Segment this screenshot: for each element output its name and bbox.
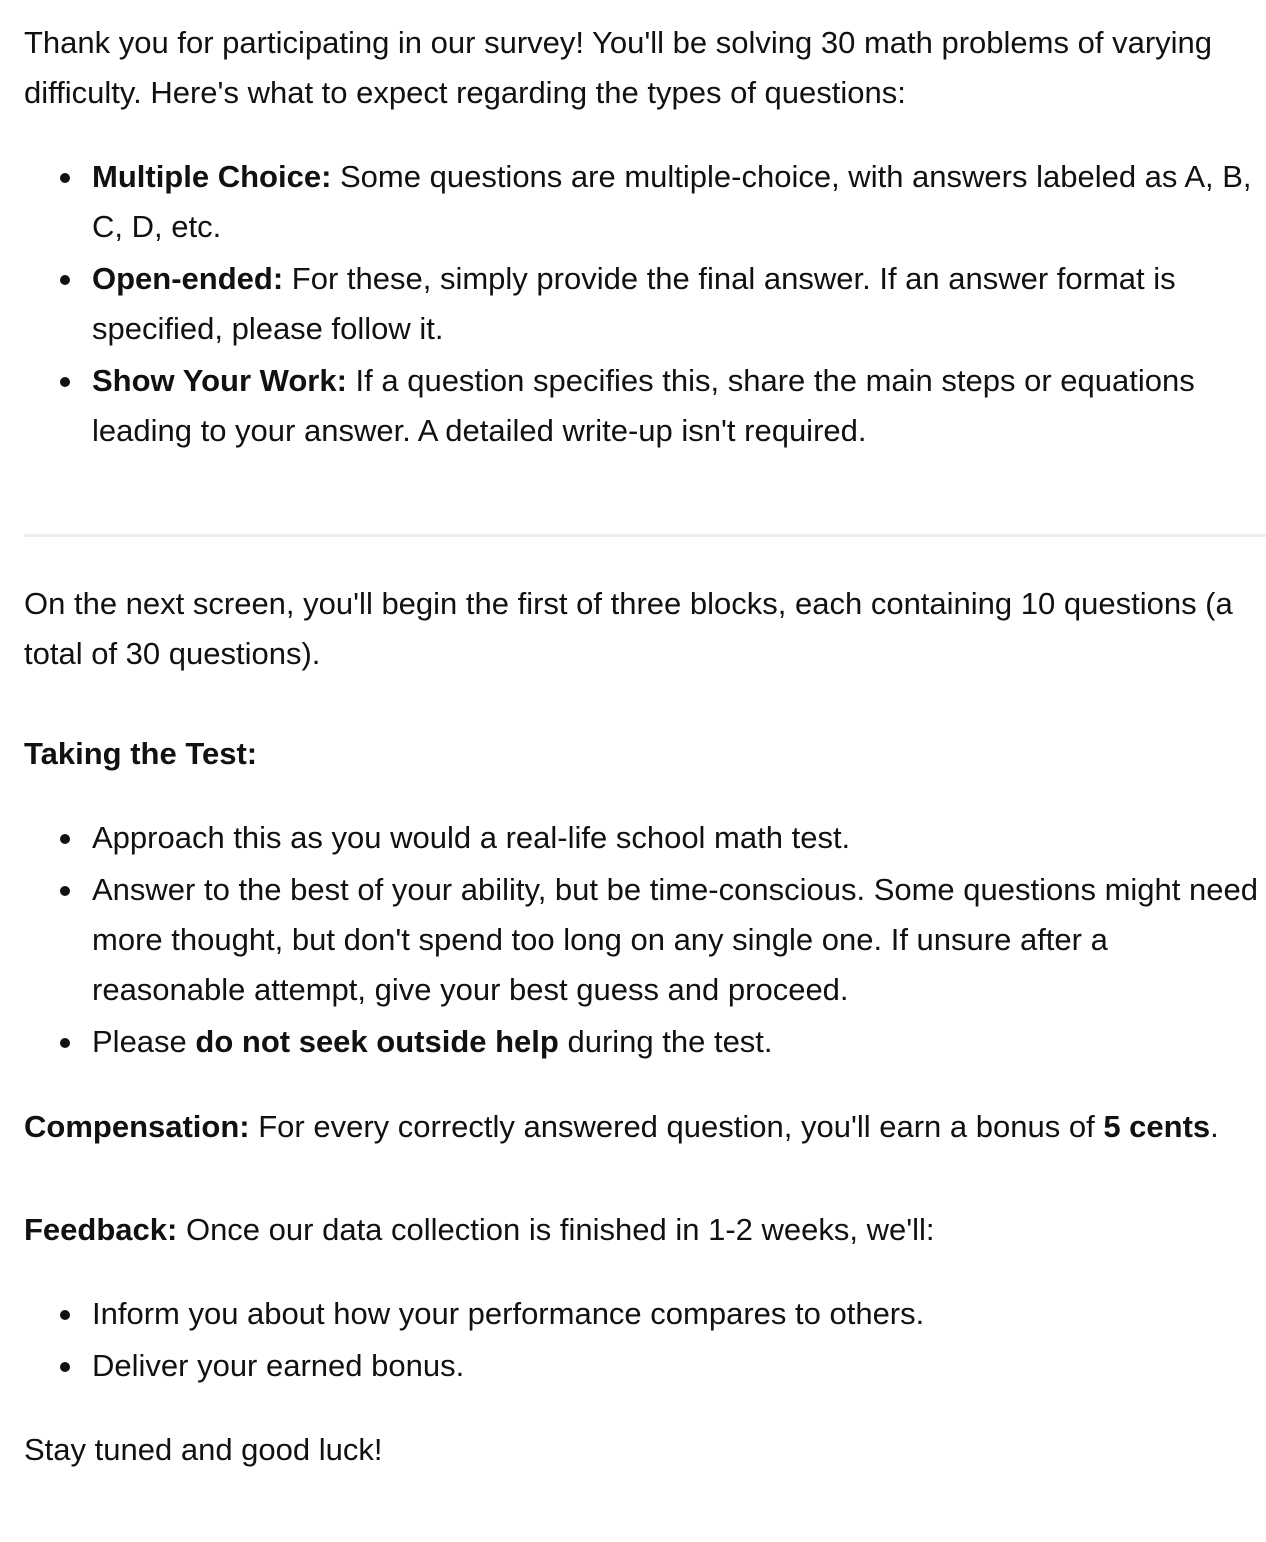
feedback-text: Once our data collection is finished in 1-2 weeks, we'll:	[177, 1212, 935, 1247]
list-item-label: Multiple Choice:	[92, 159, 332, 194]
feedback-paragraph	[24, 1205, 1254, 1255]
list-item-text: Answer to the best of your ability, but be time-conscious. Some questions might need more thought, but don't spend too long on any single one. If unsure after a reasonable attempt, give your best guess and proceed.	[92, 872, 1258, 1007]
list-item-text: during the test.	[558, 1024, 773, 1059]
list-item	[92, 865, 1266, 1015]
list-item-text: Deliver your earned bonus.	[92, 1348, 465, 1383]
question-types-list	[24, 152, 1266, 456]
list-item-open-ended	[92, 254, 1266, 354]
list-item-label: Show Your Work:	[92, 363, 347, 398]
list-item-text: Some questions are multiple-choice, with answers labeled as A, B, C, D, etc.	[92, 159, 1252, 244]
bonus-amount: 5 cents	[1103, 1109, 1211, 1144]
compensation-end: .	[1210, 1109, 1219, 1144]
section-divider	[24, 534, 1266, 537]
taking-test-list	[24, 813, 1266, 1067]
list-item-text: If a question specifies this, share the main steps or equations leading to your answer. A detailed write-up isn't required.	[92, 363, 1195, 448]
emphasis-text: do not seek outside help	[195, 1024, 559, 1059]
list-item-label: Open-ended:	[92, 261, 284, 296]
list-item	[92, 1341, 1266, 1391]
list-item-text: Approach this as you would a real-life school math test.	[92, 820, 851, 855]
section-heading: Taking the Test:	[24, 736, 258, 771]
list-item-text: Please	[92, 1024, 196, 1059]
list-item	[92, 1289, 1266, 1339]
list-item-outside-help	[92, 1017, 1266, 1067]
list-item-text: For these, simply provide the final answer. If an answer format is specified, please follow it.	[92, 261, 1176, 346]
blocks-paragraph: On the next screen, you'll begin the first of three blocks, each containing 10 questions (a total of 30 questions).	[24, 586, 1233, 671]
compensation-paragraph	[24, 1101, 1254, 1153]
intro-paragraph: Thank you for participating in our survey! You'll be solving 30 math problems of varying difficulty. Here's what to expect regarding the types of questions:	[24, 25, 1213, 110]
list-item-text: Inform you about how your performance compares to others.	[92, 1296, 925, 1331]
list-item-multiple-choice	[92, 152, 1266, 252]
taking-test-heading	[24, 729, 1254, 779]
list-item-show-your-work	[92, 356, 1266, 456]
feedback-list	[24, 1289, 1266, 1391]
compensation-text: For every correctly answered question, you'll earn a bonus of	[249, 1109, 1104, 1144]
compensation-label: Compensation:	[24, 1109, 250, 1144]
feedback-label: Feedback:	[24, 1212, 178, 1247]
closing-paragraph: Stay tuned and good luck!	[24, 1432, 383, 1467]
list-item	[92, 813, 1266, 863]
